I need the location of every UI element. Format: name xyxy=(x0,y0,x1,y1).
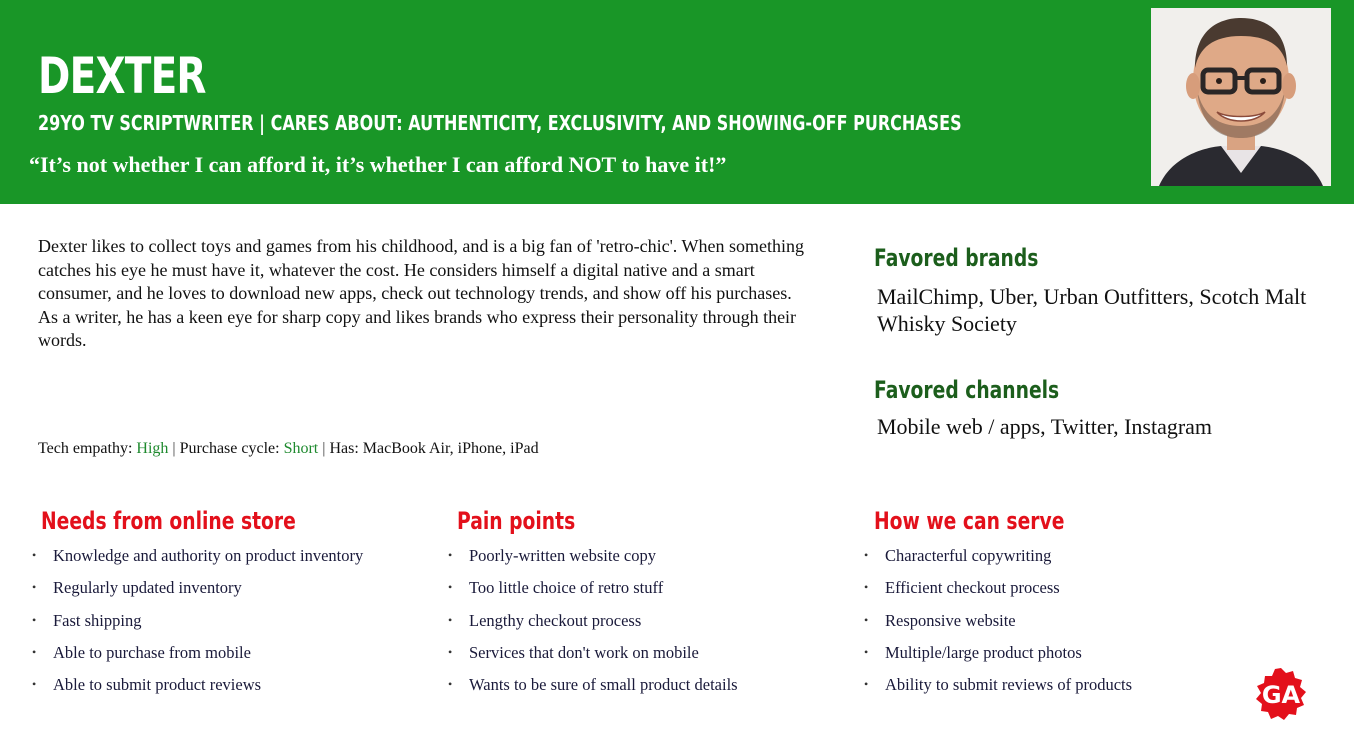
list-item xyxy=(864,607,1132,639)
list-item xyxy=(448,607,738,639)
list-item xyxy=(864,639,1132,671)
list-item xyxy=(864,542,1132,574)
favored-channels-heading: Favored channels xyxy=(874,376,1060,404)
bullet: • xyxy=(864,612,869,627)
avatar xyxy=(1151,8,1331,186)
pain-points-heading: Pain points xyxy=(457,507,576,535)
list-item-text: Poorly-written website copy xyxy=(469,546,656,565)
purchase-cycle-value: Short xyxy=(283,440,319,457)
list-item-text: Knowledge and authority on product inventory xyxy=(53,546,364,565)
how-we-can-serve-heading: How we can serve xyxy=(874,507,1065,535)
bullet: • xyxy=(864,580,869,595)
list-item-text: Lengthy checkout process xyxy=(469,610,642,630)
list-item xyxy=(448,574,738,606)
persona-header xyxy=(0,0,1354,204)
list-item-text: Characterful copywriting xyxy=(885,546,1052,565)
bullet: • xyxy=(448,677,453,692)
favored-channels-text: Mobile web / apps, Twitter, Instagram xyxy=(877,414,1213,439)
list-item-text: Too little choice of retro stuff xyxy=(469,578,664,598)
list-item xyxy=(32,607,363,639)
bullet: • xyxy=(32,580,37,595)
list-item xyxy=(32,671,363,703)
bullet: • xyxy=(864,548,869,562)
devices-owned: Has: MacBook Air, iPhone, iPad xyxy=(329,440,539,457)
list-item xyxy=(864,574,1132,606)
purchase-cycle-label: Purchase cycle: xyxy=(179,440,284,457)
favored-brands-text: MailChimp, Uber, Urban Outfitters, Scotch Malt Whisky Society xyxy=(877,284,1307,336)
list-item xyxy=(448,639,738,671)
bullet: • xyxy=(32,644,37,659)
list-item-text: Ability to submit reviews of products xyxy=(885,675,1133,695)
persona-photo xyxy=(1151,8,1331,186)
bullet: • xyxy=(864,644,869,659)
list-item-text: Wants to be sure of small product details xyxy=(469,675,738,695)
persona-quote: “It’s not whether I can afford it, it’s whether I can afford NOT to have it!” xyxy=(29,152,727,177)
persona-bio: Dexter likes to collect toys and games from his childhood, and is a big fan of 'retro-chic'. When something catches his eye he must have it, whatever the cost. He considers himself a digital native and a smart consumer, and he loves to download new apps, check out technology trends, and show off his purchases. As a writer, he has a keen eye for sharp copy and likes brands who express their personality through their words. xyxy=(38,236,804,351)
needs-list xyxy=(32,542,363,703)
bullet: • xyxy=(32,548,37,562)
list-item-text: Responsive website xyxy=(885,610,1016,630)
bullet: • xyxy=(448,612,453,627)
list-item-text: Regularly updated inventory xyxy=(53,578,242,598)
list-item xyxy=(32,574,363,606)
needs-heading: Needs from online store xyxy=(41,507,296,535)
tech-empathy-label: Tech empathy: xyxy=(38,440,137,457)
bullet: • xyxy=(32,612,37,627)
ga-logo-icon xyxy=(1254,667,1308,721)
list-item-text: Able to purchase from mobile xyxy=(53,642,251,662)
favored-brands-heading: Favored brands xyxy=(874,244,1039,272)
tech-summary xyxy=(38,438,539,460)
list-item-text: Multiple/large product photos xyxy=(885,642,1082,662)
list-item xyxy=(448,671,738,703)
how-we-can-serve-list xyxy=(864,542,1132,703)
bullet: • xyxy=(448,644,453,659)
list-item-text: Efficient checkout process xyxy=(885,578,1060,598)
tech-separator: | xyxy=(172,440,176,457)
bullet: • xyxy=(32,677,37,692)
tech-empathy-value: High xyxy=(136,440,169,457)
ga-logo-text: GA xyxy=(1261,681,1301,709)
list-item-text: Services that don't work on mobile xyxy=(469,642,699,662)
pain-points-list xyxy=(448,542,738,703)
list-item-text: Able to submit product reviews xyxy=(53,675,262,695)
list-item-text: Fast shipping xyxy=(53,610,142,630)
list-item xyxy=(32,542,363,574)
bullet: • xyxy=(448,580,453,595)
persona-subtitle: 29YO TV SCRIPTWRITER | CARES ABOUT: AUTHENTICITY, EXCLUSIVITY, AND SHOWING-OFF PURCHASES xyxy=(38,111,962,135)
list-item xyxy=(448,542,738,574)
bullet: • xyxy=(448,548,453,562)
list-item xyxy=(32,639,363,671)
bullet: • xyxy=(864,677,869,692)
list-item xyxy=(864,671,1132,703)
persona-name: DEXTER xyxy=(38,47,206,105)
tech-separator: | xyxy=(322,440,326,457)
